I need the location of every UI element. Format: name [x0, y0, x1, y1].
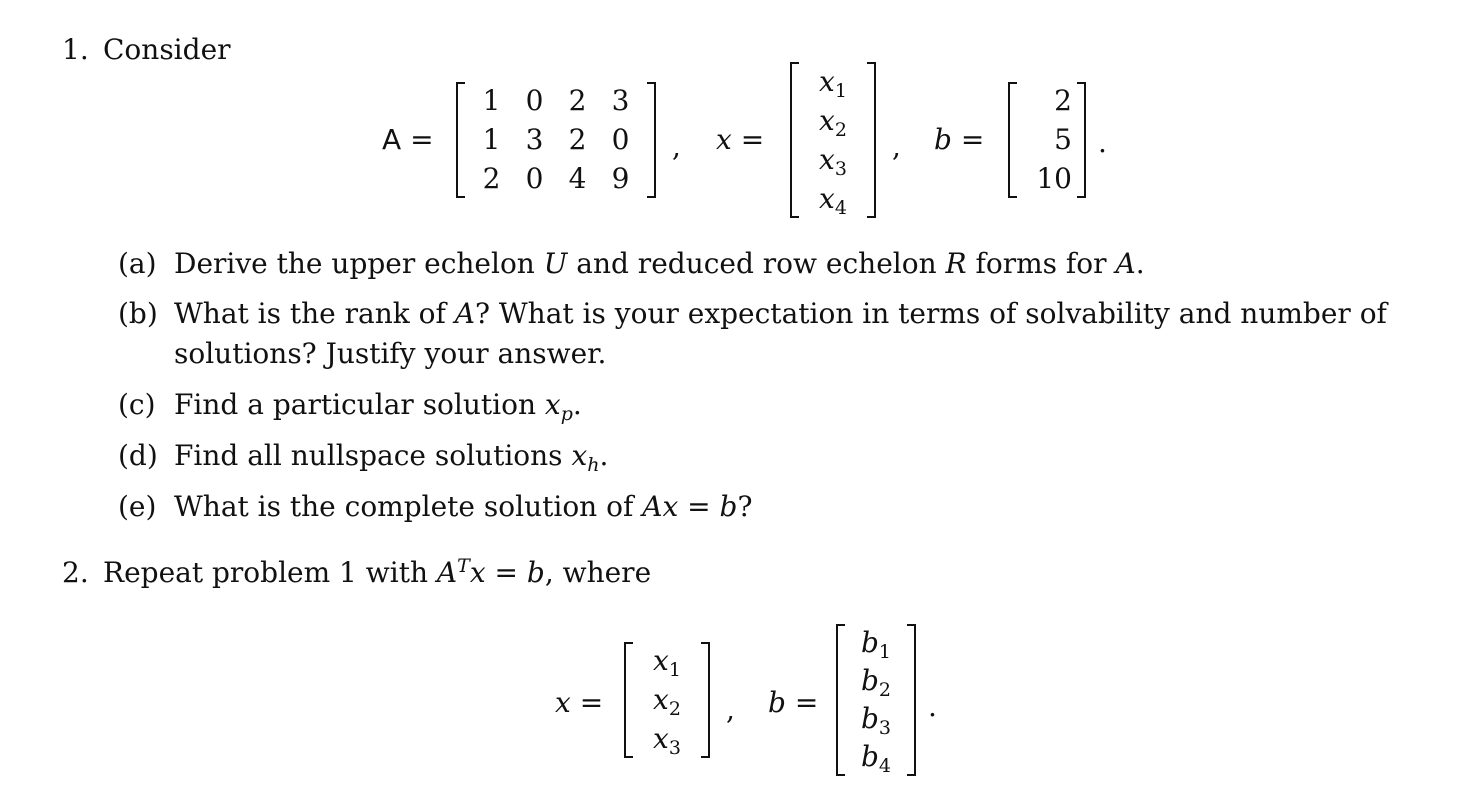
vector-b2-entry: $b_3$	[860, 702, 892, 739]
vector-x2-entry: $x_1$	[653, 644, 681, 682]
matrix-a-entry: 2	[482, 161, 501, 195]
matrix-a-entry: 0	[611, 122, 630, 156]
right-bracket	[867, 62, 876, 218]
part-a-label: (a)	[118, 247, 157, 280]
vector-x2-entry: $x_3$	[653, 721, 681, 759]
part-e-label: (e)	[118, 490, 157, 523]
part-c-label: (c)	[118, 388, 156, 421]
problem-1-number: 1.	[62, 33, 89, 66]
vector-x-entries	[804, 62, 862, 218]
vector-b2	[836, 624, 916, 776]
vector-b-entry: 5	[1054, 122, 1072, 156]
part-a-text: Derive the upper echelon U and reduced row echelon R forms for A.	[174, 247, 1145, 280]
part-e-text: What is the complete solution of Ax = b?	[174, 490, 753, 523]
left-bracket	[624, 642, 633, 758]
vector-x-entry: $x_3$	[819, 142, 847, 180]
right-bracket	[701, 642, 710, 758]
vector-x2-entries	[638, 642, 696, 758]
problem-2-number: 2.	[62, 556, 89, 589]
left-bracket	[836, 624, 845, 776]
vector-b-label: b =	[934, 123, 985, 156]
vector-b	[1008, 82, 1086, 198]
vector-x2-entry: $x_2$	[653, 682, 681, 720]
vector-b-entries	[1022, 82, 1072, 198]
matrix-a-entry: 1	[482, 122, 501, 156]
vector-b-entry: 2	[1054, 84, 1072, 118]
period: .	[928, 690, 937, 723]
period: .	[1098, 126, 1107, 159]
left-bracket	[456, 82, 465, 198]
vector-b2-entry: $b_2$	[860, 664, 892, 701]
vector-x-label: x =	[716, 123, 765, 156]
comma: ,	[726, 693, 735, 726]
right-bracket	[1077, 82, 1086, 198]
matrix-a-entry: 0	[525, 161, 544, 195]
part-d-text: Find all nullspace solutions $x_h$.	[174, 439, 609, 476]
matrix-a-label: A =	[382, 123, 434, 156]
vector-b2-label: b =	[768, 686, 819, 719]
matrix-a-entry: 1	[482, 84, 501, 118]
right-bracket	[907, 624, 916, 776]
part-d-label: (d)	[118, 439, 158, 472]
left-bracket	[790, 62, 799, 218]
problem-1-intro: Consider	[103, 33, 231, 66]
problem-2-text: Repeat problem 1 with $A^Tx = b$, where	[103, 555, 652, 589]
comma: ,	[892, 130, 901, 163]
matrix-a-entry: 3	[611, 84, 630, 118]
part-b-text: What is the rank of A? What is your expectation in terms of solvability and number of	[174, 297, 1387, 330]
matrix-a-entry: 4	[568, 161, 587, 195]
vector-x2	[624, 642, 710, 758]
vector-x-entry: $x_1$	[819, 64, 847, 102]
matrix-a-entry: 0	[525, 84, 544, 118]
matrix-a-entry: 2	[568, 84, 587, 118]
vector-x2-label: x =	[555, 686, 604, 719]
part-b-text-line2: solutions? Justify your answer.	[174, 337, 607, 370]
matrix-a-entry: 2	[568, 122, 587, 156]
matrix-a	[456, 82, 656, 198]
comma: ,	[672, 130, 681, 163]
vector-b2-entry: $b_4$	[860, 740, 892, 777]
vector-x-entry: $x_4$	[819, 181, 847, 219]
matrix-a-entry: 3	[525, 122, 544, 156]
vector-b2-entry: $b_1$	[860, 626, 892, 663]
vector-x	[790, 62, 876, 218]
vector-x-entry: $x_2$	[819, 103, 847, 141]
part-b-label: (b)	[118, 297, 158, 330]
vector-b-entry: 10	[1036, 161, 1072, 195]
matrix-a-entries	[470, 82, 642, 198]
right-bracket	[647, 82, 656, 198]
part-c-text: Find a particular solution $x_p$.	[174, 388, 582, 425]
matrix-a-entry: 9	[611, 161, 630, 195]
vector-b2-entries	[850, 624, 902, 776]
left-bracket	[1008, 82, 1017, 198]
